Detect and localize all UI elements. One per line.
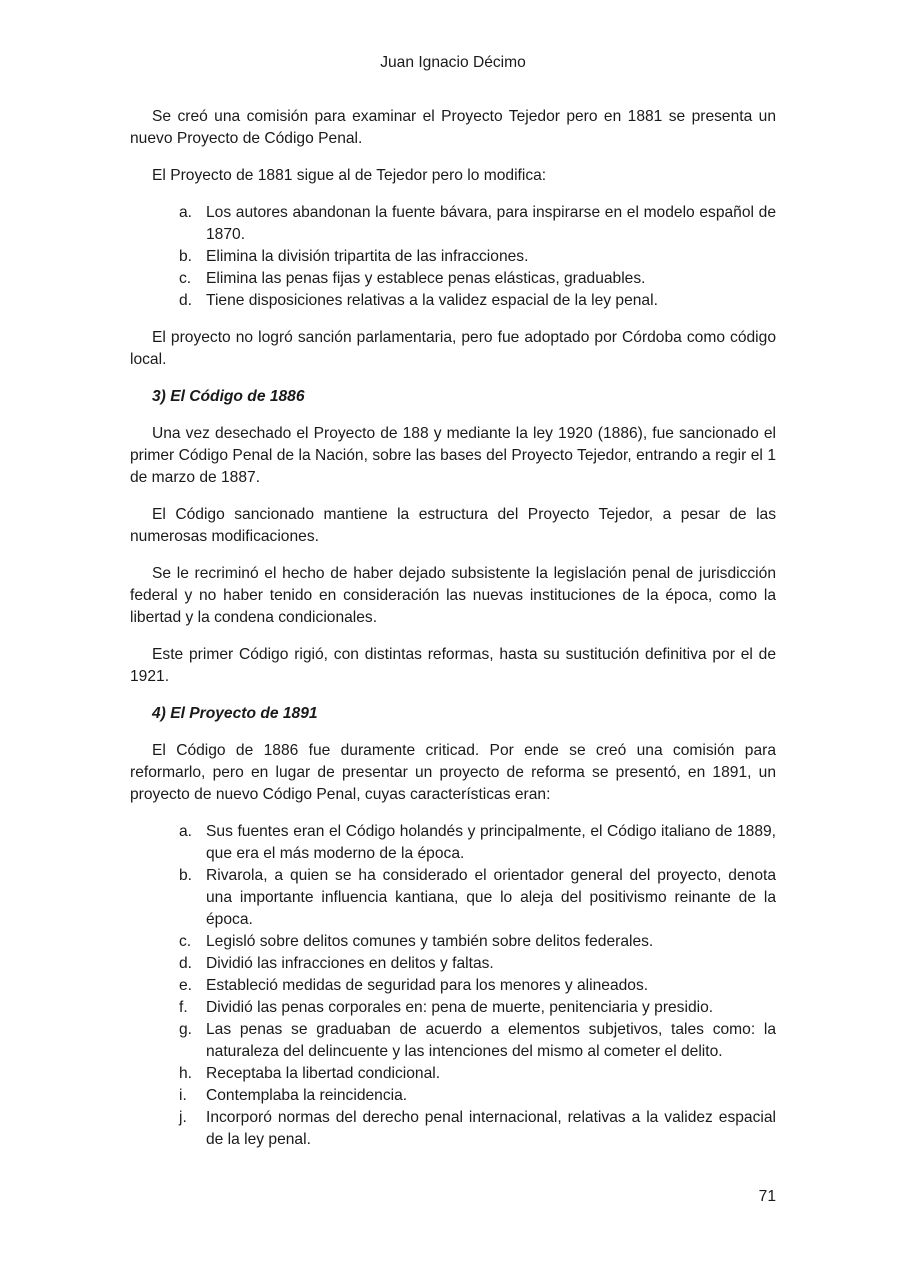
paragraph: Una vez desechado el Proyecto de 188 y mediante la ley 1920 (1886), fue sancionado el primer Código Penal de la Nación, sobre las bases del Proyecto Tejedor, entrando a regir el 1 de marzo de 1887. <box>130 425 776 486</box>
list-marker: h. <box>179 1065 193 1082</box>
list-marker: a. <box>179 823 193 840</box>
section-heading: 3) El Código de 1886 <box>152 388 305 405</box>
list-item <box>130 246 776 268</box>
list-marker: d. <box>179 955 193 972</box>
list-item <box>130 268 776 290</box>
list-marker: j. <box>179 1109 187 1126</box>
paragraph: Se creó una comisión para examinar el Proyecto Tejedor pero en 1881 se presenta un nuevo Proyecto de Código Penal. <box>130 108 776 147</box>
list-item <box>130 931 776 953</box>
list-marker: d. <box>179 292 193 309</box>
list-1891-characteristics <box>130 821 776 1151</box>
list-item <box>130 865 776 931</box>
list-marker: g. <box>179 1021 193 1038</box>
list-item <box>130 1085 776 1107</box>
paragraph: El Proyecto de 1881 sigue al de Tejedor pero lo modifica: <box>152 167 547 184</box>
list-item-text: Los autores abandonan la fuente bávara, para inspirarse en el modelo español de 1870. <box>206 204 776 243</box>
paragraph: Se le recriminó el hecho de haber dejado subsistente la legislación penal de jurisdicción federal y no haber tenido en consideración las nuevas instituciones de la época, como la libertad y la condena condicionales. <box>130 565 776 626</box>
list-item <box>130 1107 776 1151</box>
list-marker: c. <box>179 933 192 950</box>
list-item-text: Elimina la división tripartita de las infracciones. <box>206 248 529 265</box>
paragraph: Este primer Código rigió, con distintas reformas, hasta su sustitución definitiva por el de 1921. <box>130 646 776 685</box>
list-item <box>130 953 776 975</box>
list-item <box>130 997 776 1019</box>
page-body <box>130 106 776 1166</box>
list-item <box>130 202 776 246</box>
list-1881-changes <box>130 202 776 312</box>
list-item-text: Dividió las penas corporales en: pena de muerte, penitenciaria y presidio. <box>206 999 714 1016</box>
list-item-text: Legisló sobre delitos comunes y también sobre delitos federales. <box>206 933 654 950</box>
list-marker: a. <box>179 204 193 221</box>
list-item-text: Estableció medidas de seguridad para los menores y alineados. <box>206 977 649 994</box>
list-item-text: Tiene disposiciones relativas a la validez espacial de la ley penal. <box>206 292 658 309</box>
list-marker: i. <box>179 1087 187 1104</box>
paragraph: El Código sancionado mantiene la estructura del Proyecto Tejedor, a pesar de las numerosas modificaciones. <box>130 506 776 545</box>
list-item-text: Receptaba la libertad condicional. <box>206 1065 441 1082</box>
list-item <box>130 975 776 997</box>
running-header: Juan Ignacio Décimo <box>380 54 526 71</box>
list-item-text: Rivarola, a quien se ha considerado el orientador general del proyecto, denota una importante influencia kantiana, que lo aleja del positivismo reinante de la época. <box>206 867 776 928</box>
list-item-text: Dividió las infracciones en delitos y faltas. <box>206 955 494 972</box>
list-item-text: Elimina las penas fijas y establece penas elásticas, graduables. <box>206 270 646 287</box>
paragraph: El Código de 1886 fue duramente criticad. Por ende se creó una comisión para reformarlo, pero en lugar de presentar un proyecto de reforma se presentó, en 1891, un proyecto de nuevo Código Penal, cuyas características eran: <box>130 742 776 803</box>
list-item <box>130 821 776 865</box>
list-marker: b. <box>179 867 193 884</box>
list-item-text: Contemplaba la reincidencia. <box>206 1087 408 1104</box>
list-item-text: Sus fuentes eran el Código holandés y principalmente, el Código italiano de 1889, que era el más moderno de la época. <box>206 823 776 862</box>
page-number: 71 <box>758 1188 776 1205</box>
list-item <box>130 1019 776 1063</box>
list-marker: b. <box>179 248 193 265</box>
list-marker: c. <box>179 270 192 287</box>
list-marker: f. <box>179 999 188 1016</box>
list-item-text: Las penas se graduaban de acuerdo a elementos subjetivos, tales como: la naturaleza del delincuente y las intenciones del mismo al cometer el delito. <box>206 1021 776 1060</box>
list-item-text: Incorporó normas del derecho penal internacional, relativas a la validez espacial de la ley penal. <box>206 1109 776 1148</box>
section-heading: 4) El Proyecto de 1891 <box>152 705 318 722</box>
list-item <box>130 1063 776 1085</box>
list-marker: e. <box>179 977 193 994</box>
list-item <box>130 290 776 312</box>
paragraph: El proyecto no logró sanción parlamentaria, pero fue adoptado por Córdoba como código local. <box>130 329 776 368</box>
